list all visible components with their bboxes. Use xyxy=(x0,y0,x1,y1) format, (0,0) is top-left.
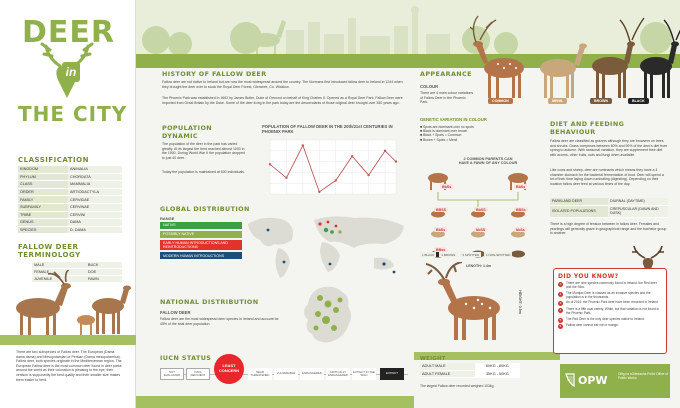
diet-text-2: Like cows and sheep, deer are ruminants which means they have a 4 chamber stomach for the bacterial fermentation of food. Deer will spend a lot of their time laying down ruminating (digesting). Depending on their location fallow deer feed at various times of the day. xyxy=(550,168,664,186)
classification-value: DAMA xyxy=(68,219,122,227)
weight-row xyxy=(420,370,520,378)
classification-table xyxy=(18,166,122,234)
population-text-1: The population of the deer in the park has varied greatly. At its largest the herd reached almost 1000 in the 1900. During World War II the population dropped to just 40 deer. xyxy=(162,142,245,160)
classification-value: CHORDATA xyxy=(68,173,122,181)
terminology-value: DOE xyxy=(86,269,122,276)
genetic-code: BBSS xyxy=(436,207,446,212)
world-map xyxy=(244,210,412,282)
length-label: LENGTH: 1.4m xyxy=(466,264,492,268)
iucn-extinct: EXTINCT xyxy=(380,368,404,380)
classification-key: SPECIES xyxy=(18,226,68,234)
did-you-know-item xyxy=(558,318,662,323)
item-number-badge: 5 xyxy=(559,317,562,322)
genetic-bullet: ■ Spots are dominant over no spots xyxy=(420,125,474,129)
diet-row xyxy=(550,198,668,205)
item-number-badge: 3 xyxy=(559,301,562,306)
classification-key: FAMILY xyxy=(18,196,68,204)
weight-value: 35KG - 50KG xyxy=(475,370,520,378)
classification-key: PHYLUM xyxy=(18,173,68,181)
coat-label-common: COMMON xyxy=(488,98,513,104)
range-legend-item: NATIVE xyxy=(160,222,242,229)
genetic-code: BBSs xyxy=(516,207,526,212)
ireland-map xyxy=(290,284,382,348)
did-you-know-text: The Muntjac Deer is classed as an invasive species and the population is in the thousands. xyxy=(566,290,651,299)
classification-value: CERVINI xyxy=(68,211,122,219)
genetic-bullet: ■ Black + Spots = Common xyxy=(420,133,462,138)
deer-family-illustration xyxy=(4,270,132,340)
terminology-key: FEMALE xyxy=(32,269,86,276)
did-you-know-item xyxy=(558,301,662,306)
weight-heading: WEIGHT xyxy=(420,356,446,362)
coat-label-black: BLACK xyxy=(628,98,649,104)
diet-heading: DIET AND FEEDING BEHAVIOUR xyxy=(550,120,625,136)
classification-key: SUBFAMILY xyxy=(18,203,68,211)
diet-value: CREPUSCULAR (DAWN AND DUSK) xyxy=(608,205,668,217)
grass-strip xyxy=(0,335,136,345)
population-data-point xyxy=(335,179,337,181)
item-number-badge: 4 xyxy=(559,308,562,313)
did-you-know-box xyxy=(553,268,667,354)
iucn-endangered: ENDANGERED xyxy=(300,368,324,380)
genetic-code: BBss xyxy=(436,247,446,252)
genetic-code: BbSS xyxy=(476,207,486,212)
classification-heading: CLASSIFICATION xyxy=(18,156,89,164)
population-data-point xyxy=(384,150,386,152)
classification-row xyxy=(18,181,122,189)
did-you-know-text: Fallow deer cannot eat nut or mange. xyxy=(566,323,619,328)
population-heading: POPULATION DYNAMIC xyxy=(162,124,213,140)
did-you-know-item xyxy=(558,324,662,329)
classification-row xyxy=(18,173,122,181)
classification-row xyxy=(18,226,122,234)
coat-variations-illustration xyxy=(470,6,680,102)
title-deer: DEER xyxy=(22,15,115,50)
genetic-note: 2 COMMON PARENTS CAN HAVE A FAWN OF ANY COLOUR xyxy=(458,157,518,166)
classification-key: CLASS xyxy=(18,181,68,189)
genetic-legend xyxy=(420,252,546,257)
history-heading: HISTORY OF FALLOW DEER xyxy=(162,70,267,78)
classification-value: D. DAMA xyxy=(68,226,122,234)
genetic-bullets xyxy=(420,125,540,142)
weight-value: 60KG - 80KG xyxy=(475,363,520,370)
item-number-badge: 6 xyxy=(559,324,562,329)
iucn-heading: IUCN STATUS xyxy=(160,354,212,362)
history-text-1: Fallow deer are not native to Ireland but are now the most widespread around the country. The Normans first introduced fallow deer to Ireland in 1244 when they brought the deer over to stock the Royal Deer Forest, Glencree, Co. Wicklow. xyxy=(162,80,403,89)
population-line-chart xyxy=(258,122,400,200)
population-data-point xyxy=(285,177,287,179)
terminology-value: BUCK xyxy=(86,262,122,269)
population-data-point xyxy=(395,160,397,162)
height-label: HEIGHT: 0.9m xyxy=(517,290,522,314)
classification-row xyxy=(18,166,122,173)
did-you-know-item xyxy=(558,308,662,316)
classification-key: ORDER xyxy=(18,188,68,196)
classification-value: CERVIDAE xyxy=(68,196,122,204)
classification-value: ANIMALIA xyxy=(68,166,122,173)
item-number-badge: 2 xyxy=(559,291,562,296)
population-text-2: Today the population is maintained at 600 individuals. xyxy=(162,170,245,174)
diet-value: DIURNAL (DAYTIME) xyxy=(608,198,668,205)
classification-key: TRIBE xyxy=(18,211,68,219)
global-heading: GLOBAL DISTRIBUTION xyxy=(160,205,250,213)
population-data-point xyxy=(318,191,320,193)
genetic-legend-item: 1 BLACK xyxy=(422,252,435,257)
opw-subtitle: Oifig na nOibreacha Poiblí Office of Public Works xyxy=(618,372,668,380)
diet-text-1: Fallow deer are classified as grazers although they are browsers on trees and shrubs. Grass comprises between 60% and 90% of the deer's diet from spring to autumn. With seasonal variation, they are supplement their diet with acorns, other fruits, nuts and fungi when available. xyxy=(550,139,668,157)
population-data-point xyxy=(367,174,369,176)
iucn-near-threatened: NEAR THREATENED xyxy=(248,368,272,380)
opw-logo: OPW xyxy=(578,374,608,387)
weight-key: ADULT FEMALE xyxy=(420,370,475,378)
range-label: RANGE xyxy=(160,216,175,221)
genetic-bullet: ■ Brown + Spots = Menil xyxy=(420,137,458,142)
genetic-heading: GENETIC VARIATION IN COLOUR xyxy=(420,117,487,122)
weight-table xyxy=(420,363,520,378)
classification-row xyxy=(18,211,122,219)
colour-sub: COLOUR xyxy=(420,84,439,89)
did-you-know-text: There is a fifth coat variety, White, but that variation is not found in the Phoenix Park. xyxy=(566,307,660,315)
classification-value: ARTIODACTYLA xyxy=(68,188,122,196)
fallow-buck-illustration xyxy=(422,262,522,342)
grass-strip-mid xyxy=(136,396,414,408)
terminology-value: FAWN xyxy=(86,276,122,283)
terminology-heading: FALLOW DEER TERMINOLOGY xyxy=(18,243,81,259)
diet-row xyxy=(550,205,668,217)
genetic-code: BbSs xyxy=(436,227,446,232)
diet-key: ISOLATED POPULATIONS xyxy=(550,205,608,217)
classification-row xyxy=(18,188,122,196)
genetic-code: BbSs xyxy=(516,184,526,189)
classification-row xyxy=(18,196,122,204)
national-sub: FALLOW DEER xyxy=(160,310,191,315)
range-legend-item: EARLY HUMAN INTRODUCTIONS AND REINTRODUCTIONS xyxy=(160,240,242,251)
history-text-2: The Phoenix Park was established in 1662 by James Butler, Duke of Ormond on behalf of King Charles II. Opened as a Royal Deer Park, Fallow Deer were imported from Great Britain by the Duke. Some of the deer living in the park today are the descendants of those original deer brought over 350 years ago. xyxy=(162,96,403,105)
harp-icon xyxy=(564,373,576,387)
genetic-legend-item: 3 BROWN xyxy=(441,252,456,257)
chart-plot-area xyxy=(270,140,396,194)
weight-key: ADULT MALE xyxy=(420,363,475,370)
population-data-point xyxy=(351,155,353,157)
iucn-least-concern: LEAST CONCERN xyxy=(214,354,244,384)
genetic-bullet: ■ Black is dominant over brown xyxy=(420,129,468,134)
did-you-know-heading: DID YOU KNOW? xyxy=(558,273,619,280)
title-in: in xyxy=(62,62,80,82)
diet-table xyxy=(550,198,668,218)
population-data-point xyxy=(269,163,271,165)
iucn-data-deficient: DATA DEFICIENT xyxy=(186,368,210,380)
diet-key: PARKLAND DEER xyxy=(550,198,608,205)
chart-title: POPULATION OF FALLOW DEER IN THE 20th/21st CENTURIES IN PHOENIX PARK xyxy=(262,124,393,134)
weight-row xyxy=(420,363,520,370)
classification-key: GENUS xyxy=(18,219,68,227)
appearance-heading: APPEARANCE xyxy=(420,70,472,78)
colour-text: There are 4 main colour variations of Fallow Deer in the Phoenix Park. xyxy=(420,91,474,105)
genetic-legend-item: 3 SPOTTED xyxy=(462,252,480,257)
iucn-critically-endangered: CRITICALLY ENDANGERED xyxy=(326,368,350,380)
diet-text-3: There is a high degree of tension between in fallow deer. Females and yearlings will generally graze in geographical range and the bachelor group in another. xyxy=(550,222,667,236)
iucn-not-evaluated: NOT EVALUATED xyxy=(160,368,184,380)
national-text: Fallow deer are the most widespread deer species in Ireland and account for 45% of the total deer population. xyxy=(160,317,279,326)
genetic-code: bbSs xyxy=(516,227,525,232)
classification-row xyxy=(18,219,122,227)
terminology-key: JUVENILE xyxy=(32,276,86,283)
coat-label-menil: MENIL xyxy=(548,98,567,104)
item-number-badge: 1 xyxy=(559,282,562,286)
range-legend xyxy=(160,222,242,261)
genetic-legend-item: 1 NON-SPOTTED xyxy=(486,252,511,257)
national-heading: NATIONAL DISTRIBUTION xyxy=(160,298,259,306)
did-you-know-item xyxy=(558,282,662,290)
classification-row xyxy=(18,203,122,211)
did-you-know-text: There are nine species commonly found in Ireland: the Red deer and the Sika. xyxy=(566,281,657,289)
genetic-code: bbSS xyxy=(476,227,486,232)
iucn-scale xyxy=(160,364,408,388)
population-data-point xyxy=(302,144,304,146)
title-the-city: THE CITY xyxy=(18,102,128,126)
classification-value: MAMMALIA xyxy=(68,181,122,189)
coat-label-brown: BROWN xyxy=(590,98,612,104)
did-you-know-list xyxy=(558,282,662,329)
classification-value: CERVINAE xyxy=(68,203,122,211)
range-legend-item: POSSIBLY NATIVE xyxy=(160,231,242,238)
terminology-key: MALE xyxy=(32,262,86,269)
iucn-extinct-in-wild: EXTINCT IN THE WILD xyxy=(352,368,376,380)
iucn-vulnerable: VULNERABLE xyxy=(274,368,298,380)
subspecies-text: There are two subspecies of Fallow deer. The European (Dama dama dama) and Mesopotamian or Persian (Dama mesopotamica). Fallow deer, both species originate in the Mediterranean region. The European Fallow deer is the most common deer found in deer parks around the world as their coloration is pleasing to the eye; their venison is supposedly the best quality and their smaller size makes them easier to herd. xyxy=(16,350,122,382)
did-you-know-text: The Red Deer is the only deer species native to Ireland. xyxy=(566,316,645,321)
did-you-know-text: As of 2016, the Phoenix Park deer have been recorded in Ireland. xyxy=(566,300,659,305)
classification-key: KINGDOM xyxy=(18,166,68,173)
range-legend-item: MODERN HUMAN INTRODUCTIONS xyxy=(160,252,242,259)
genetic-code: BbSs xyxy=(442,184,452,189)
opw-footer xyxy=(560,364,670,398)
did-you-know-item xyxy=(558,292,662,300)
weight-note: The largest Fallow deer recorded weighed 103kg xyxy=(420,384,494,388)
